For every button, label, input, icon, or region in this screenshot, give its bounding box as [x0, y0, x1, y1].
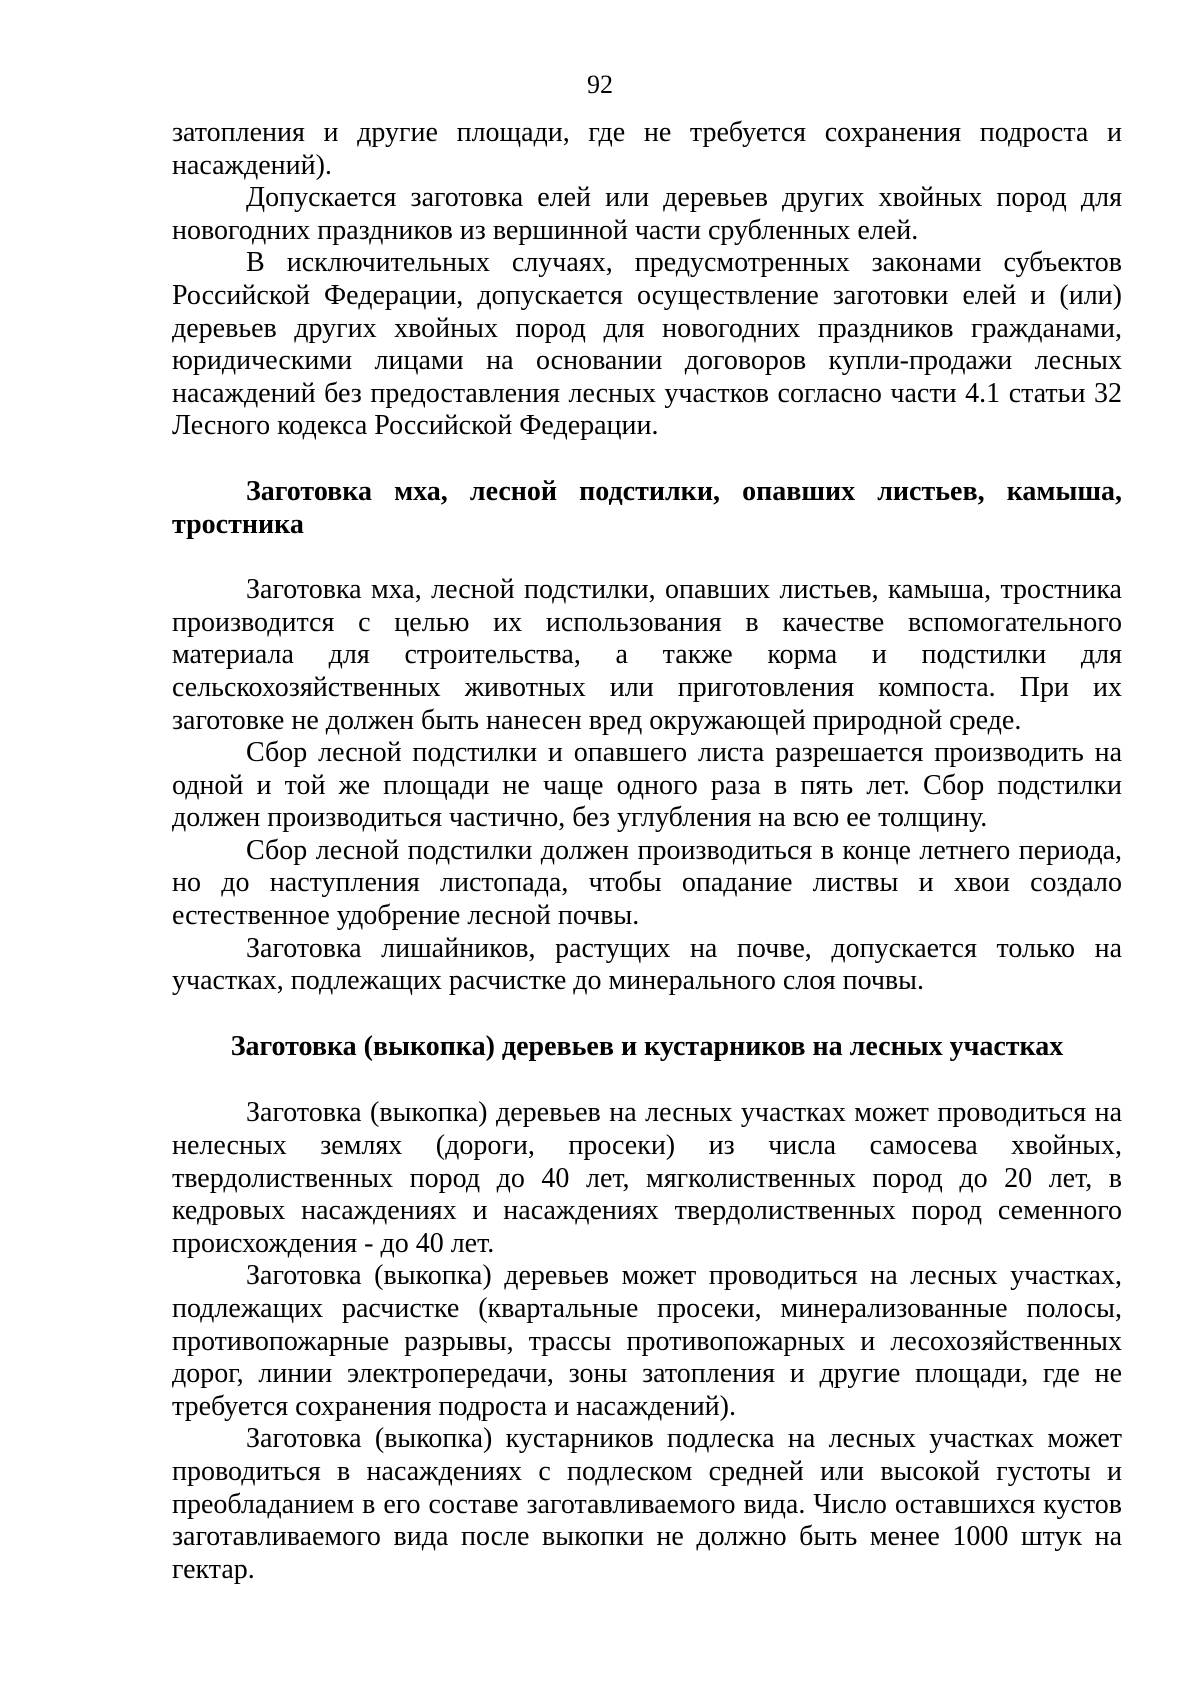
paragraph: Заготовка (выкопка) деревьев на лесных участках может проводиться на нелесных землях (дороги, просеки) из числа самосева хвойных, твердолиственных пород до 40 лет, мягколиственных пород до 20 лет, в кедровых насаждениях и насаждениях твердолиственных пород семенного происхождения - до 40 лет.: [172, 1097, 1122, 1259]
paragraph: Сбор лесной подстилки должен производиться в конце летнего периода, но до наступления листопада, чтобы опадание листвы и хвои создало естественное удобрение лесной почвы.: [172, 834, 1122, 932]
paragraph: Заготовка (выкопка) деревьев может проводиться на лесных участках, подлежащих расчистке (квартальные просеки, минерализованные полосы, противопожарные разрывы, трассы противопожарных и лесохозяйственных дорог, линии электропередачи, зоны затопления и другие площади, где не требуется сохранения подроста и насаждений).: [172, 1260, 1122, 1422]
paragraph: В исключительных случаях, предусмотренных законами субъектов Российской Федерации, допускается осуществление заготовки елей и (или) деревьев других хвойных пород для новогодних праздников гражданами, юридическими лицами на основании договоров купли-продажи лесных насаждений без предоставления лесных участков согласно части 4.1 статьи 32 Лесного кодекса Российской Федерации.: [172, 247, 1122, 442]
paragraph: Заготовка мха, лесной подстилки, опавших листьев, камыша, тростника производится с целью их использования в качестве вспомогательного материала для строительства, а также корма и подстилки для сельскохозяйственных животных или приготовления компоста. При их заготовке не должен быть нанесен вред окружающей природной среде.: [172, 574, 1122, 736]
spacer: [172, 541, 1122, 574]
document-body: [172, 117, 1122, 1586]
paragraph: Заготовка лишайников, растущих на почве, допускается только на участках, подлежащих расчистке до минерального слоя почвы.: [172, 932, 1122, 997]
section-heading-digging: Заготовка (выкопка) деревьев и кустарников на лесных участках: [230, 1030, 1064, 1062]
spacer: [172, 443, 1122, 476]
paragraph: Сбор лесной подстилки и опавшего листа разрешается производить на одной и той же площади не чаще одного раза в пять лет. Сбор подстилки должен производиться частично, без углубления на всю ее толщину.: [172, 737, 1122, 834]
paragraph: Заготовка (выкопка) кустарников подлеска на лесных участках может проводиться в насаждениях с подлеском средней или высокой густоты и преобладанием в его составе заготавливаемого вида. Число оставшихся кустов заготавливаемого вида после выкопки не должно быть менее 1000 штук на гектар.: [172, 1423, 1122, 1585]
paragraph: Допускается заготовка елей или деревьев других хвойных пород для новогодних праздников из вершинной части срубленных елей.: [172, 182, 1122, 246]
spacer: [172, 998, 1122, 1031]
section-heading-moss: Заготовка мха, лесной подстилки, опавших листьев, камыша, тростника: [172, 475, 1122, 540]
paragraph-continuation: затопления и другие площади, где не требуется сохранения подроста и насаждений).: [172, 117, 1122, 181]
page-number: 92: [587, 70, 613, 99]
spacer: [172, 1063, 1122, 1097]
